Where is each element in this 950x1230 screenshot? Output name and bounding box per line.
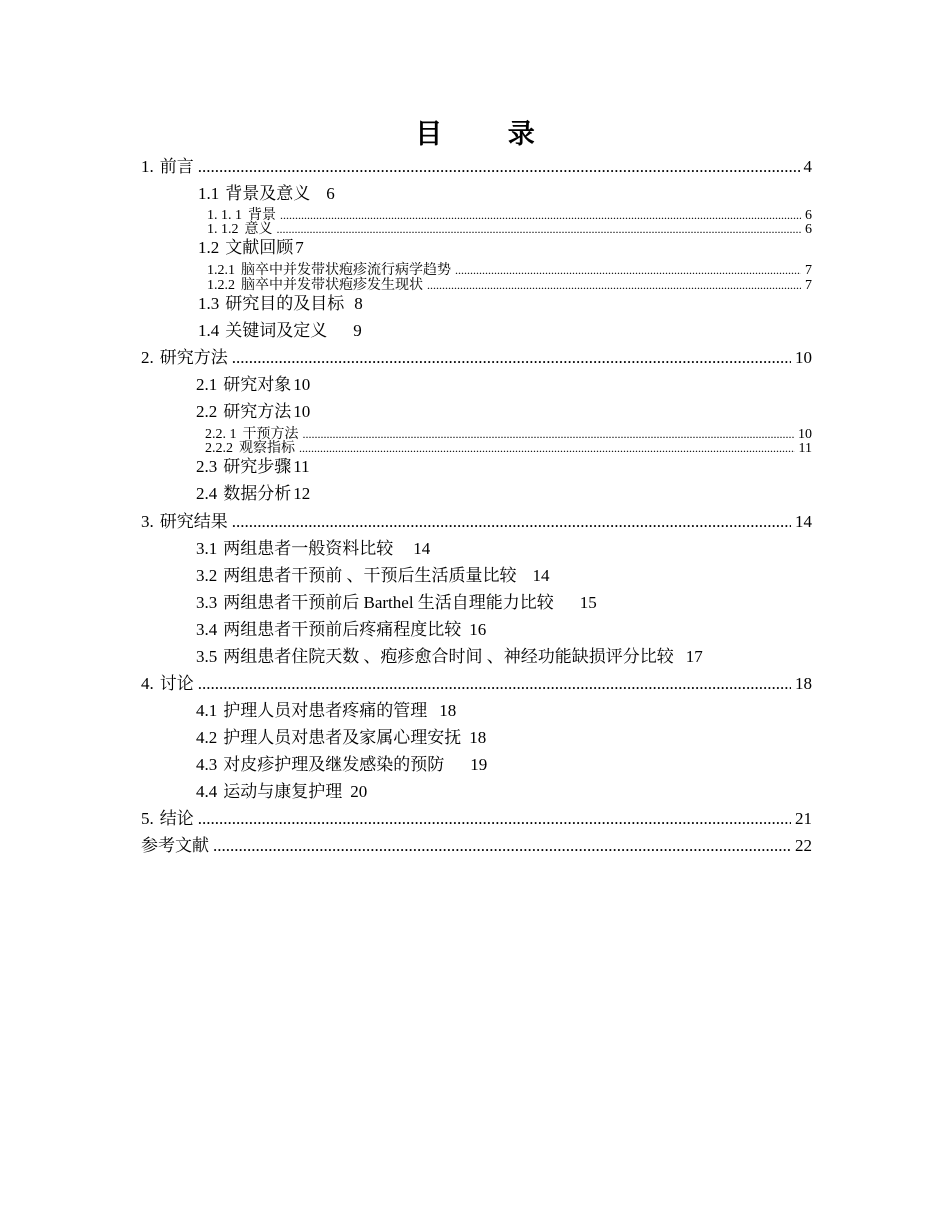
toc-page-number: 10 bbox=[795, 348, 812, 367]
toc-number: 2.4 bbox=[196, 484, 218, 503]
toc-entry-1-2[interactable] bbox=[198, 239, 304, 256]
toc-entry-1-3[interactable] bbox=[198, 295, 363, 312]
toc-page-number: 6 bbox=[326, 184, 335, 203]
toc-number: 3.4 bbox=[196, 620, 218, 639]
toc-leader bbox=[198, 810, 791, 827]
toc-page-number: 14 bbox=[413, 539, 431, 558]
toc-label: 两组患者干预前后 Barthel 生活自理能力比较 bbox=[223, 593, 554, 612]
toc-page-number: 22 bbox=[795, 836, 812, 855]
toc-page-number: 18 bbox=[795, 674, 812, 693]
toc-label: 研究步骤 bbox=[223, 457, 292, 476]
toc-page-number: 4 bbox=[803, 157, 812, 176]
toc-number: 2.1 bbox=[196, 375, 218, 394]
toc-entry-2[interactable] bbox=[141, 349, 812, 366]
toc-label: 背景 bbox=[248, 208, 276, 223]
toc-entry-5[interactable] bbox=[141, 810, 812, 827]
toc-number: 1.4 bbox=[198, 321, 220, 340]
toc-entry-references[interactable] bbox=[141, 837, 812, 854]
toc-entry-4-3[interactable] bbox=[196, 756, 487, 773]
toc-entry-3-1[interactable] bbox=[196, 540, 430, 557]
toc-label: 运动与康复护理 bbox=[223, 782, 343, 801]
toc-page-number: 9 bbox=[353, 321, 362, 340]
toc-leader bbox=[299, 442, 795, 454]
toc-page-number: 7 bbox=[805, 263, 812, 278]
toc-number: 1. 1. 1 bbox=[207, 208, 242, 223]
toc-label: 观察指标 bbox=[239, 441, 295, 456]
toc-page-number: 11 bbox=[293, 457, 310, 476]
toc-page-number: 10 bbox=[293, 402, 311, 421]
toc-page-number: 21 bbox=[795, 809, 812, 828]
toc-leader bbox=[198, 158, 800, 175]
toc-entry-3-3[interactable] bbox=[196, 594, 597, 611]
toc-label: 结论 bbox=[159, 809, 194, 828]
toc-entry-2-3[interactable] bbox=[196, 458, 310, 475]
toc-label: 两组患者一般资料比较 bbox=[223, 539, 394, 558]
toc-leader bbox=[232, 349, 791, 366]
toc-label: 研究方法 bbox=[159, 348, 228, 367]
toc-number: 2.3 bbox=[196, 457, 218, 476]
toc-label: 意义 bbox=[244, 222, 273, 237]
toc-entry-2-4[interactable] bbox=[196, 485, 310, 502]
toc-number: 3. bbox=[141, 512, 154, 531]
toc-leader bbox=[455, 264, 801, 276]
toc-page-number: 16 bbox=[469, 620, 487, 639]
toc-number: 3.5 bbox=[196, 647, 218, 666]
page-title: 目 录 bbox=[415, 119, 563, 150]
toc-number: 1.1 bbox=[198, 184, 220, 203]
toc-number: 4. bbox=[141, 674, 154, 693]
toc-number: 2.2.2 bbox=[205, 441, 233, 456]
toc-label: 关键词及定义 bbox=[225, 321, 328, 340]
toc-leader bbox=[198, 675, 791, 692]
toc-entry-1-4[interactable] bbox=[198, 322, 362, 339]
toc-page-number: 19 bbox=[470, 755, 488, 774]
toc-entry-3[interactable] bbox=[141, 513, 812, 530]
toc-entry-1-1-2[interactable] bbox=[207, 223, 812, 237]
toc-label: 干预方法 bbox=[242, 427, 299, 442]
toc-page-number: 15 bbox=[579, 593, 597, 612]
toc-entry-4-2[interactable] bbox=[196, 729, 486, 746]
toc-label: 对皮疹护理及继发感染的预防 bbox=[223, 755, 445, 774]
toc-entry-1-1-1[interactable] bbox=[207, 209, 812, 223]
toc-label: 护理人员对患者疼痛的管理 bbox=[223, 701, 428, 720]
toc-page-number: 8 bbox=[354, 294, 363, 313]
toc-label: 两组患者干预前 、干预后生活质量比较 bbox=[223, 566, 517, 585]
toc-number: 1. bbox=[141, 157, 154, 176]
toc-page-number: 20 bbox=[350, 782, 368, 801]
toc-entry-4[interactable] bbox=[141, 675, 812, 692]
toc-page-number: 14 bbox=[532, 566, 550, 585]
toc-number: 4.1 bbox=[196, 701, 218, 720]
toc-entry-4-1[interactable] bbox=[196, 702, 456, 719]
toc-label: 背景及意义 bbox=[225, 184, 311, 203]
toc-entry-1-2-2[interactable] bbox=[207, 279, 812, 293]
toc-entry-2-2-2[interactable] bbox=[205, 442, 812, 456]
toc-number: 1. 1.2 bbox=[207, 222, 239, 237]
toc-number: 2.2 bbox=[196, 402, 218, 421]
toc-label: 两组患者住院天数 、疱疹愈合时间 、神经功能缺损评分比较 bbox=[223, 647, 674, 666]
toc-number: 2.2. 1 bbox=[205, 427, 237, 442]
toc-entry-2-1[interactable] bbox=[196, 376, 310, 393]
toc-entry-3-5[interactable] bbox=[196, 648, 703, 665]
toc-label: 研究方法 bbox=[223, 402, 292, 421]
toc-number: 2. bbox=[141, 348, 154, 367]
toc-number: 4.4 bbox=[196, 782, 218, 801]
toc-number: 1.2.1 bbox=[207, 263, 235, 278]
toc-page-number: 6 bbox=[805, 208, 812, 223]
toc-leader bbox=[427, 279, 801, 291]
toc-leader bbox=[277, 223, 802, 235]
toc-label: 讨论 bbox=[159, 674, 194, 693]
toc-leader bbox=[232, 513, 791, 530]
toc-label: 数据分析 bbox=[223, 484, 292, 503]
toc-leader bbox=[213, 837, 791, 854]
toc-page-number: 12 bbox=[293, 484, 311, 503]
toc-label: 两组患者干预前后疼痛程度比较 bbox=[223, 620, 462, 639]
toc-label: 文献回顾 bbox=[225, 238, 294, 257]
toc-page-number: 10 bbox=[798, 427, 812, 442]
toc-label: 护理人员对患者及家属心理安抚 bbox=[223, 728, 462, 747]
toc-entry-3-4[interactable] bbox=[196, 621, 486, 638]
toc-number: 4.2 bbox=[196, 728, 218, 747]
toc-number: 1.2 bbox=[198, 238, 220, 257]
toc-page-number: 7 bbox=[805, 278, 812, 293]
toc-page-number: 10 bbox=[293, 375, 311, 394]
toc-number: 3.3 bbox=[196, 593, 218, 612]
toc-page-number: 6 bbox=[805, 222, 812, 237]
toc-entry-1[interactable] bbox=[141, 158, 812, 175]
toc-page-number: 11 bbox=[798, 441, 812, 456]
toc-number: 1.2.2 bbox=[207, 278, 235, 293]
toc-label: 研究目的及目标 bbox=[225, 294, 345, 313]
toc-entry-1-1[interactable] bbox=[198, 185, 335, 202]
toc-label: 研究对象 bbox=[223, 375, 292, 394]
toc-entry-1-2-1[interactable] bbox=[207, 264, 812, 278]
toc-leader bbox=[303, 428, 795, 440]
toc-entry-3-2[interactable] bbox=[196, 567, 550, 584]
toc-entry-2-2-1[interactable] bbox=[205, 428, 812, 442]
toc-entry-2-2[interactable] bbox=[196, 403, 310, 420]
toc-label: 脑卒中并发带状疱疹流行病学趋势 bbox=[241, 263, 451, 278]
toc-number: 3.1 bbox=[196, 539, 218, 558]
toc-number: 4.3 bbox=[196, 755, 218, 774]
toc-number: 3.2 bbox=[196, 566, 218, 585]
toc-number: 1.3 bbox=[198, 294, 220, 313]
toc-page-number: 14 bbox=[795, 512, 812, 531]
toc-label: 参考文献 bbox=[141, 836, 209, 855]
toc-page-number: 17 bbox=[685, 647, 703, 666]
toc-leader bbox=[280, 209, 801, 221]
toc-page-number: 7 bbox=[295, 238, 304, 257]
toc-label: 前言 bbox=[159, 157, 194, 176]
toc-label: 脑卒中并发带状疱疹发生现状 bbox=[241, 278, 423, 293]
toc-number: 5. bbox=[141, 809, 154, 828]
toc-page-number: 18 bbox=[439, 701, 457, 720]
toc-page-number: 18 bbox=[469, 728, 487, 747]
toc-label: 研究结果 bbox=[159, 512, 228, 531]
toc-entry-4-4[interactable] bbox=[196, 783, 367, 800]
